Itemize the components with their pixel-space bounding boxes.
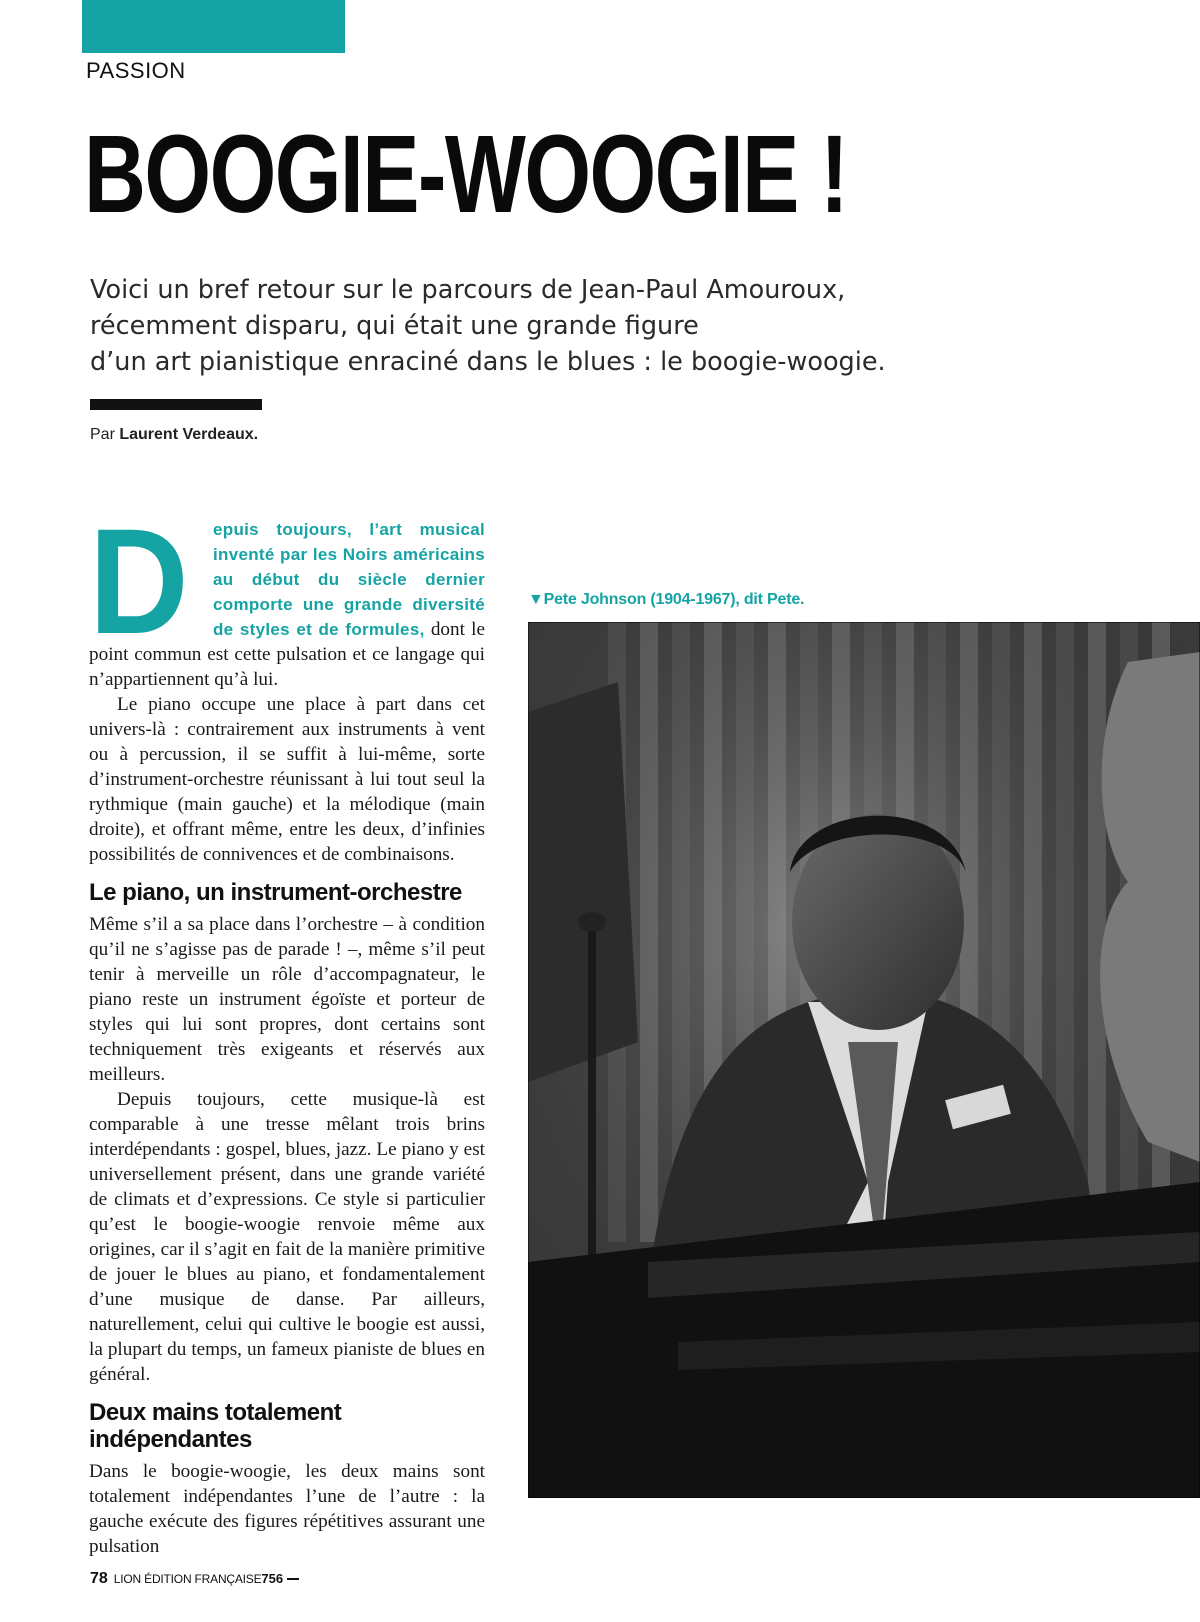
article-title: BOOGIE-WOOGIE !: [84, 113, 848, 236]
photo-caption: ▼Pete Johnson (1904-1967), dit Pete.: [528, 591, 805, 608]
byline-prefix: Par: [90, 426, 115, 443]
body-paragraph: Même s’il a sa place dans l’orchestre – à condition qu’il ne s’agisse pas de parade ! –, même s’il peut tenir à merveille un rôle d’accompagnateur, le piano reste un instrument égoïste et porteur de styles qui lui sont propres, dont certains sont techniquement très exigeants et réservés aux meilleurs.: [89, 914, 485, 1085]
lead-line: Voici un bref retour sur le parcours de Jean-Paul Amouroux,: [90, 275, 846, 305]
intro-highlight: epuis toujours, l’art musical inventé par les Noirs américains au début du siècle dernier comporte une grande diversité de styles et de formules,: [213, 520, 485, 639]
intro-rest: dont le point commun est cette pulsation et ce langage qui n’appartiennent qu’à lui.: [89, 619, 485, 690]
article-lead: [90, 272, 970, 380]
magazine-name: LION ÉDITION FRANÇAISE: [113, 1572, 262, 1586]
body-paragraph: Le piano occupe une place à part dans cet univers-là : contrairement aux instruments à vent ou à percussion, il se suffit à lui-même, sorte d’instrument-orchestre réunissant à lui tout seul la rythmique (main gauche) et la mélodique (main droite), et offrant même, entre les deux, d’infinies possibilités de connivences et de combinaisons.: [89, 694, 485, 865]
body-paragraph: Depuis toujours, cette musique-là est comparable à une tresse mêlant trois brins interdépendants : gospel, blues, jazz. Le piano y est universellement présent, dans une grande variété de climats et d’expressions. Ce style si particulier qu’est le boogie-woogie renvoie même aux origines, car il s’agit en fait de la manière primitive de jouer le blues au piano, et fondamentalement d’une musique de danse. Par ailleurs, naturellement, celui qui cultive le boogie est aussi, la plupart du temps, un fameux pianiste de blues en général.: [89, 1089, 485, 1385]
article-body: [89, 497, 485, 1559]
section-color-bar: [82, 0, 345, 53]
subheading: Deux mains totalement indépendantes: [89, 1399, 342, 1453]
footer-dash: [287, 1578, 299, 1580]
section-label: PASSION: [86, 58, 186, 83]
page-number: 78: [90, 1570, 108, 1587]
issue-number: 756: [261, 1571, 284, 1586]
body-paragraph: Dans le boogie-woogie, les deux mains sont totalement indépendantes l’une de l’autre : la gauche exécute des figures répétitives assurant une pulsation: [89, 1461, 485, 1557]
drop-cap: D: [89, 497, 189, 665]
pianist-photo: [528, 622, 1200, 1498]
lead-line: d’un art pianistique enraciné dans le blues : le boogie-woogie.: [90, 347, 886, 377]
page-footer: [90, 1570, 299, 1588]
lead-line: récemment disparu, qui était une grande figure: [90, 311, 699, 341]
author-name: Laurent Verdeaux.: [119, 426, 259, 443]
byline: [90, 426, 258, 444]
subheading: Le piano, un instrument-orchestre: [89, 879, 462, 906]
lead-divider: [90, 399, 262, 410]
